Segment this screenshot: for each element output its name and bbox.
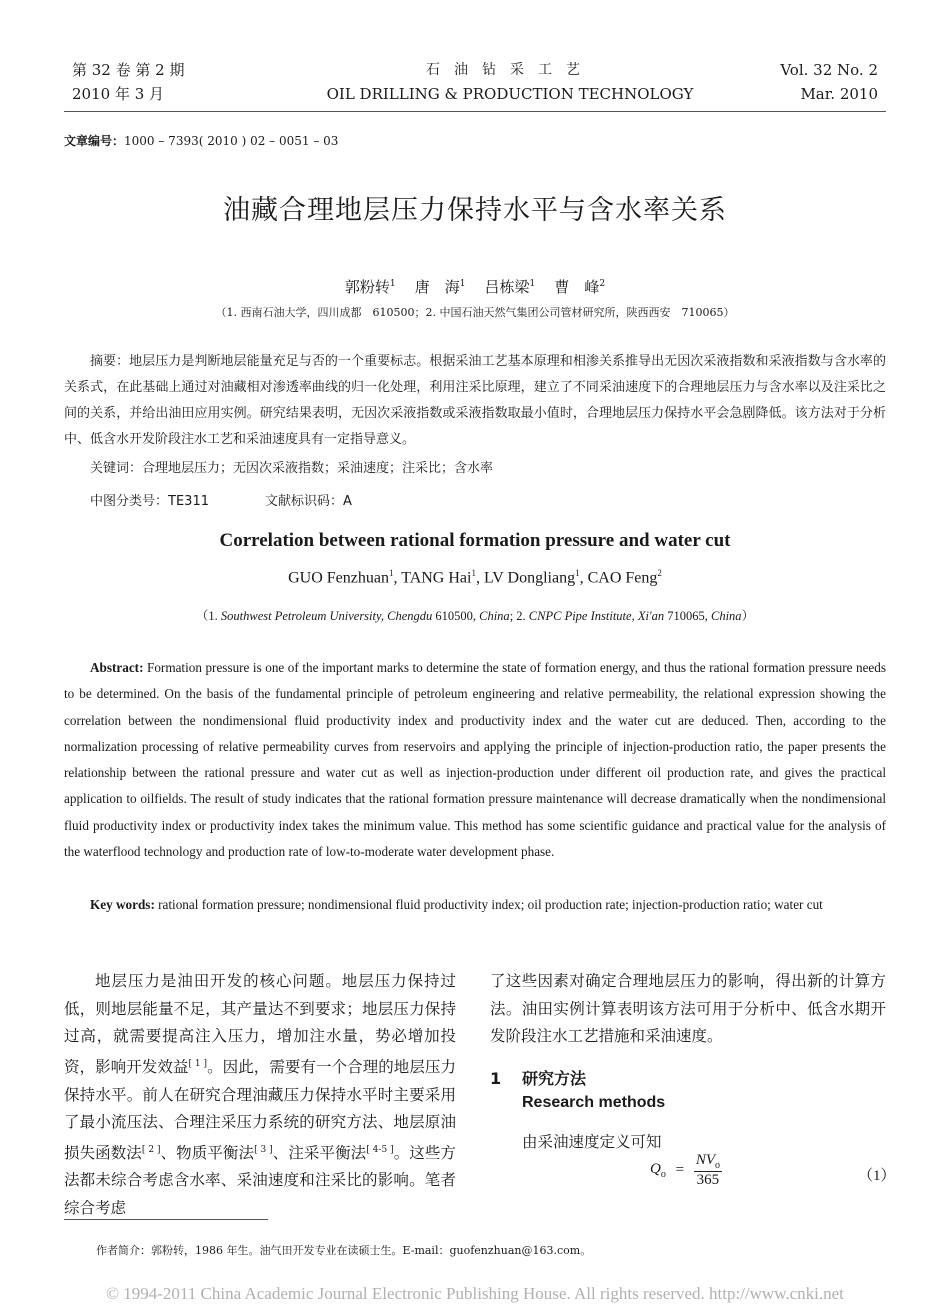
country-1: China bbox=[479, 609, 510, 623]
affiliation-en bbox=[0, 606, 950, 624]
title-cn: 油藏合理地层压力保持水平与含水率关系 bbox=[223, 195, 727, 226]
running-header-right bbox=[780, 58, 878, 106]
author-affil-mark: 1 bbox=[471, 568, 476, 578]
zip-1: 610500, bbox=[435, 609, 480, 623]
journal-name-cn: 石油钻采工艺 bbox=[426, 62, 594, 78]
institution-2: CNPC Pipe Institute bbox=[528, 609, 632, 623]
authors-en: GUO Fenzhuan$^1$, TANG Hai$^1$, LV Dongliang$^1$, CAO Feng$^2$ bbox=[288, 568, 662, 587]
author-name: 吕栋梁 bbox=[484, 278, 530, 296]
copyright-line: © 1994-2011 China Academic Journal Electronic Publishing House. All rights reserved. http://www.cnki.net bbox=[106, 1284, 844, 1303]
keywords-en-text: rational formation pressure; nondimensional fluid productivity index; oil production rate; injection-production ratio; water cut bbox=[158, 897, 823, 912]
author-affil-mark: 2 bbox=[599, 279, 606, 289]
article-number bbox=[64, 132, 338, 149]
clc-value: TE311 bbox=[168, 494, 209, 509]
clc-label: 中图分类号： bbox=[90, 494, 169, 509]
keywords-cn bbox=[90, 457, 493, 476]
issue-date-en: Mar. 2010 bbox=[800, 85, 878, 103]
affil-close: ） bbox=[741, 609, 755, 623]
equation-intro: 由采油速度定义可知 bbox=[522, 1133, 662, 1151]
article-number-value: 1000 – 7393( 2010 ) 02 – 0051 – 03 bbox=[124, 134, 339, 148]
author-name: 曹 峰 bbox=[554, 278, 600, 296]
citation-ref[interactable]: [ 1 ] bbox=[188, 1058, 208, 1069]
journal-name-en: OIL DRILLING & PRODUCTION TECHNOLOGY bbox=[326, 85, 694, 103]
volume-issue: 第 32 卷 第 2 期 bbox=[72, 61, 185, 79]
author-name-en: TANG Hai bbox=[401, 569, 472, 587]
body-text: 、物质平衡法 bbox=[160, 1143, 255, 1162]
issue-date: 2010 年 3 月 bbox=[72, 85, 165, 103]
body-left-column bbox=[64, 968, 456, 1223]
abstract-cn-text: 地层压力是判断地层能量充足与否的一个重要标志。根据采油工艺基本原理和相渗关系推导出无因次采液指数和采液指数与含水率的关系式，在此基础上通过对油藏相对渗透率曲线的归一化处理，利用注采比原理，建立了不同采油速度下的合理地层压力与含水率以及注采比之间的关系，并给出油田应用实例。研究结果表明，无因次采液指数或采液指数取最小值时，合理地层压力保持水平会急剧降低。该方法对于分析中、低含水开发阶段注水工艺和采油速度具有一定指导意义。 bbox=[64, 354, 886, 447]
zip-2: 710065, bbox=[667, 609, 711, 623]
affil-open: （1. bbox=[195, 609, 221, 623]
doc-code-value: A bbox=[343, 494, 352, 509]
section-heading-en: Research methods bbox=[522, 1094, 666, 1111]
eq-lhs-subscript: o bbox=[660, 1169, 666, 1180]
affil-separator: ; 2. bbox=[509, 609, 529, 623]
eq-lhs-symbol: Q bbox=[650, 1161, 661, 1177]
section-number: 1 bbox=[490, 1069, 502, 1088]
abstract-en-text: Formation pressure is one of the important marks to determine the state of formation energy, and thus the rational formation pressure needs to be determined. On the basis of the fundamental principle of petroleum engineering and relative permeability, the relational expression showing the correlation between the nondimensional fluid productivity index and productivity index and the water cut are deduced. Then, according to the normalization processing of relative permeability curves from reservoirs and applying the principle of injection-production ratio, the paper presents the relationship between the rational pressure and water cut as well as injection-production under different oil production rate, and gives the practical application to oilfields. The result of study indicates that the rational formation pressure maintenance will decrease dramatically when the nondimensional fluid productivity index or productivity index takes the minimum value. This method has some scientific guidance and practical value for the analysis of the waterflood technology and production rate of low-to-moderate water development phase. bbox=[64, 660, 886, 860]
affiliation-cn: （1. 西南石油大学，四川成都 610500；2. 中国石油天然气集团公司管材研究所，陕西西安 710065） bbox=[215, 306, 735, 319]
city-1: , Chengdu bbox=[380, 609, 436, 623]
keywords-en-label: Key words: bbox=[90, 897, 155, 912]
footnote-rule bbox=[64, 1219, 268, 1220]
author-affil-mark: 2 bbox=[657, 568, 662, 578]
author-affil-mark: 1 bbox=[529, 279, 536, 289]
eq-lhs bbox=[650, 1161, 666, 1180]
volume-issue-en: Vol. 32 No. 2 bbox=[780, 61, 878, 79]
eq-fraction bbox=[694, 1152, 722, 1189]
abstract-en bbox=[64, 655, 886, 865]
abstract-cn bbox=[64, 349, 886, 453]
author-affil-mark: 1 bbox=[388, 568, 394, 578]
author-name-en: LV Dongliang bbox=[483, 569, 576, 587]
running-header-left bbox=[72, 58, 184, 106]
eq-denominator: 365 bbox=[696, 1172, 720, 1188]
country-2: China bbox=[711, 609, 742, 623]
author-footnote: 作者简介：郭粉转，1986 年生。油气田开发专业在读硕士生。E-mail：guofenzhuan@163.com。 bbox=[96, 1244, 592, 1257]
keywords-cn-text: 合理地层压力；无因次采液指数；采油速度；注采比；含水率 bbox=[142, 461, 494, 476]
body-text: 地层压力是油田开发的核心问题。地层压力保持过低，则地层能量不足，其产量达不到要求；地层压力保持过高，就需要提高注入压力，增加注水量，势必增加投资，影响开发效益 bbox=[64, 972, 456, 1076]
city-2: , Xi'an bbox=[631, 609, 668, 623]
title-en: Correlation between rational formation pressure and water cut bbox=[219, 530, 731, 551]
author-name: 郭粉转 bbox=[344, 278, 390, 296]
eq-sign: = bbox=[675, 1162, 685, 1178]
running-header-journal bbox=[300, 58, 720, 106]
abstract-en-label: Abstract: bbox=[90, 660, 144, 675]
classification-codes bbox=[90, 490, 352, 509]
keywords-cn-label: 关键词： bbox=[90, 461, 143, 476]
article-number-label: 文章编号： bbox=[64, 134, 125, 148]
keywords-en bbox=[64, 892, 886, 918]
body-right-column: 了这些因素对确定合理地层压力的影响，得出新的计算方法。油田实例计算表明该方法可用于分析中、低含水期开发阶段注水工艺措施和采油速度。 bbox=[490, 972, 886, 1046]
author-affil-mark: 1 bbox=[575, 568, 580, 578]
institution-1: Southwest Petroleum University bbox=[220, 609, 381, 623]
header-rule bbox=[64, 111, 886, 112]
body-text: 。这些方法都未综合考虑含水率、采油速度和注采比的影响。笔者综合考虑 bbox=[64, 1143, 456, 1218]
author-affil-mark: 1 bbox=[389, 279, 396, 289]
equation-number: （1） bbox=[858, 1168, 896, 1184]
eq-numerator-subscript: o bbox=[714, 1160, 720, 1171]
author-name: 唐 海 bbox=[414, 278, 460, 296]
author-affil-mark: 1 bbox=[459, 279, 466, 289]
body-text: 。因此，需要有一个合理的地层压力保持水平。前人在研究合理油藏压力保持水平时主要采用了最小流压法、合理注采压力系统的研究方法、地层原油损失函数法 bbox=[64, 1057, 456, 1162]
equation-1 bbox=[650, 1152, 722, 1189]
doc-code-label: 文献标识码： bbox=[264, 494, 343, 509]
citation-ref[interactable]: [ 3 ] bbox=[254, 1144, 273, 1155]
citation-ref[interactable]: [ 2 ] bbox=[141, 1144, 161, 1155]
section-title-cn: 研究方法 bbox=[522, 1069, 587, 1088]
authors-cn bbox=[0, 276, 950, 297]
citation-ref[interactable]: [ 4-5 ] bbox=[366, 1144, 394, 1155]
body-text: 、注采平衡法 bbox=[272, 1143, 367, 1162]
author-name-en: CAO Feng bbox=[587, 569, 658, 587]
abstract-cn-label: 摘要： bbox=[90, 354, 130, 369]
eq-numerator-symbol: NV bbox=[695, 1152, 715, 1168]
eq-numerator bbox=[694, 1152, 722, 1172]
section-heading-cn bbox=[490, 1066, 586, 1089]
author-name-en: GUO Fenzhuan bbox=[288, 569, 389, 587]
